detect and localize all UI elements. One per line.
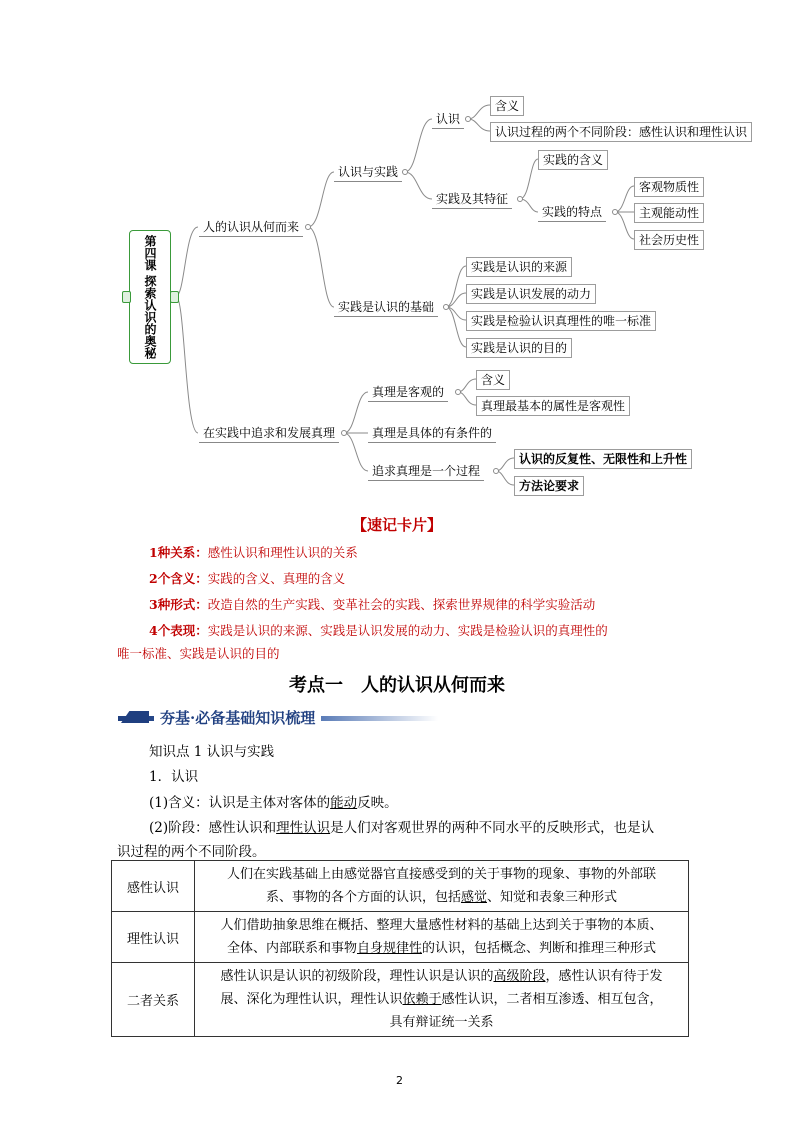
collapse-right-icon[interactable] (170, 291, 179, 303)
para-jieduan-cont: 识过程的两个不同阶段。 (117, 844, 266, 860)
knowledge-point-title: 知识点 1 认识与实践 (149, 744, 275, 760)
table-row-head: 二者关系 (112, 963, 195, 1037)
leaf-renshi-hanyi[interactable]: 含义 (490, 96, 524, 116)
leaf-fangfalun[interactable]: 方法论要求 (514, 476, 584, 496)
node-zhenli-juti[interactable]: 真理是具体的有条件的 (368, 424, 496, 443)
branch-renshi-laiyuan[interactable]: 人的认识从何而来 (199, 218, 303, 237)
leaf-jichu-1[interactable]: 实践是认识的来源 (466, 257, 572, 277)
leaf-jichu-2[interactable]: 实践是认识发展的动力 (466, 284, 596, 304)
node-shijian-jichu[interactable]: 实践是认识的基础 (334, 298, 438, 317)
table-row-content: 感性认识是认识的初级阶段，理性认识是认识的高级阶段，感性认识有待于发 展、深化为理性认识，理性认识依赖于感性认识，二者相互渗透、相互包含， 具有辩证统一关系 (195, 963, 689, 1037)
leaf-jichu-4[interactable]: 实践是认识的目的 (466, 338, 572, 358)
node-shijian-tezheng[interactable]: 实践及其特征 (432, 190, 512, 209)
node-shijian-tedian[interactable]: 实践的特点 (538, 203, 606, 222)
item-heading: 1．认识 (149, 769, 199, 785)
leaf-shehui-lishi[interactable]: 社会历史性 (634, 230, 704, 250)
section-banner (118, 707, 448, 727)
table-row-head: 理性认识 (112, 912, 195, 963)
leaf-zhenli-shuxing[interactable]: 真理最基本的属性是客观性 (476, 396, 630, 416)
card-line-4: 4个表现：实践是认识的来源、实践是认识发展的动力、实践是检验认识的真理性的 (149, 623, 608, 638)
section-title: 考点一 人的认识从何而来 (289, 675, 505, 696)
table-row (112, 912, 689, 963)
node-zhenli-keguan[interactable]: 真理是客观的 (368, 383, 448, 402)
table-row (112, 861, 689, 912)
leaf-zhuguan-nengdong[interactable]: 主观能动性 (634, 203, 704, 223)
leaf-renshi-jieduan[interactable]: 认识过程的两个不同阶段：感性认识和理性认识 (490, 122, 752, 142)
table-row-content: 人们借助抽象思维在概括、整理大量感性材料的基础上达到关于事物的本质、 全体、内部联系和事物自身规律性的认识，包括概念、判断和推理三种形式 (195, 912, 689, 963)
page-number: 2 (396, 1074, 403, 1087)
branch-zhuiqiu-zhenli[interactable]: 在实践中追求和发展真理 (199, 424, 339, 443)
leaf-jichu-3[interactable]: 实践是检验认识真理性的唯一标准 (466, 311, 656, 331)
table-row-content: 人们在实践基础上由感觉器官直接感受到的关于事物的现象、事物的外部联 系、事物的各个方面的认识，包括感觉、知觉和表象三种形式 (195, 861, 689, 912)
para-hanyi: (1)含义：认识是主体对客体的能动反映。 (149, 795, 398, 811)
collapse-left-icon[interactable] (122, 291, 131, 303)
leaf-shijian-hanyi[interactable]: 实践的含义 (538, 150, 608, 170)
node-zhuiqiu-guocheng[interactable]: 追求真理是一个过程 (368, 462, 484, 481)
mindmap-root[interactable] (129, 230, 171, 364)
leaf-fanfu-xing[interactable]: 认识的反复性、无限性和上升性 (514, 449, 692, 469)
card-line-4-cont: 唯一标准、实践是认识的目的 (117, 646, 280, 661)
leaf-keguan-wuzhi[interactable]: 客观物质性 (634, 177, 704, 197)
card-title: 【速记卡片】 (352, 516, 443, 534)
card-line-2: 2个含义：实践的含义、真理的含义 (149, 571, 346, 586)
card-line-1: 1种关系：感性认识和理性认识的关系 (149, 545, 358, 560)
node-renshi[interactable]: 认识 (432, 110, 464, 129)
table-row (112, 963, 689, 1037)
node-renshi-yu-shijian[interactable]: 认识与实践 (334, 163, 402, 182)
para-jieduan: (2)阶段：感性认识和理性认识是人们对客观世界的两种不同水平的反映形式，也是认 (149, 820, 655, 836)
knowledge-table (111, 860, 689, 1037)
mindmap-root-label: 第四课 探索认识的奥秘 (143, 235, 157, 360)
leaf-zhenli-hanyi[interactable]: 含义 (476, 370, 510, 390)
card-line-3: 3种形式：改造自然的生产实践、变革社会的实践、探索世界规律的科学实验活动 (149, 597, 596, 612)
table-row-head: 感性认识 (112, 861, 195, 912)
banner-text: 夯基·必备基础知识梳理 (154, 707, 321, 728)
